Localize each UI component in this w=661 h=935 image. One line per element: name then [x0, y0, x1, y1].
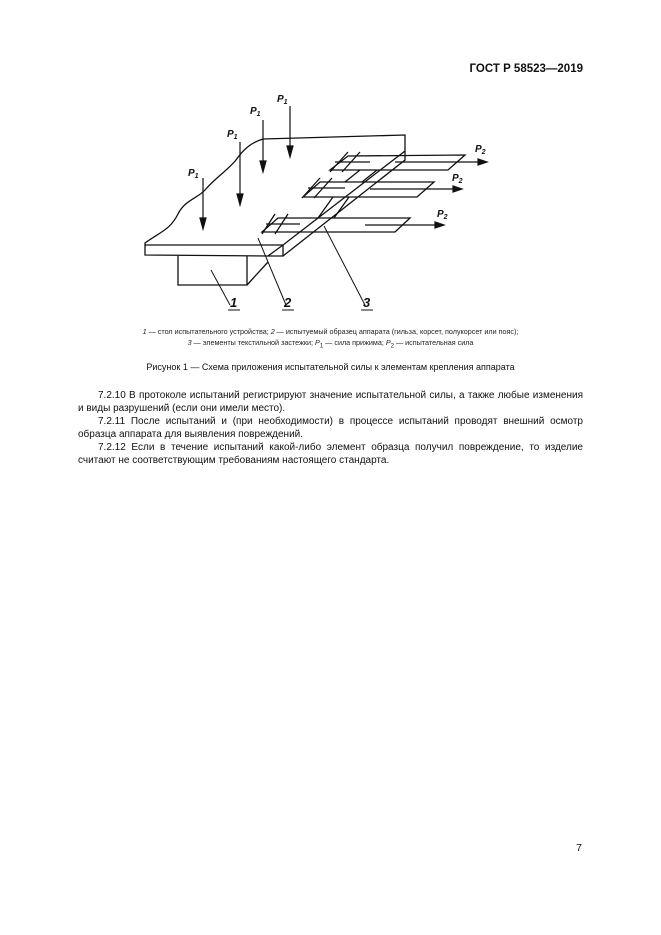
fastener-top [330, 152, 370, 172]
table-support [178, 256, 247, 285]
table-support-side [247, 262, 268, 285]
figure-title: Рисунок 1 — Схема приложения испытательной силы к элементам крепления аппарата [146, 362, 515, 372]
page-number: 7 [576, 842, 582, 854]
force-application-diagram [0, 0, 661, 330]
paragraph-7-2-11: 7.2.11 После испытаний и (при необходимости) в процессе испытаний проводят внешний осмотр образца аппарата для выявления повреждений. [78, 416, 583, 440]
p1-label-a: $P_1$ [277, 94, 288, 106]
callout-3: 3 [363, 295, 371, 310]
table-front-face [145, 245, 283, 256]
paragraph-7-2-10: 7.2.10 В протоколе испытаний регистрируют значение испытательной силы, а также любые изменения и виды разрушений (если они имели место). [78, 390, 583, 414]
p1-label-b: $P_1$ [250, 106, 261, 118]
p2-label-a: $P_2$ [475, 144, 486, 156]
figure-legend-line-2: 3 — элементы текстильной застежки; $P_1$ — сила прижима; $P_2$ — испытательная сила [187, 338, 474, 350]
figure-legend-line-1: 1 — стол испытательного устройства; 2 — испытуемый образец аппарата (гильза, корсет, полукорсет или пояс); [142, 327, 519, 336]
fastener-middle [302, 178, 345, 198]
callout-1: 1 [230, 295, 238, 310]
callout-2: 2 [284, 295, 292, 310]
p2-label-b: $P_2$ [452, 173, 463, 185]
p1-label-d: $P_1$ [188, 168, 199, 180]
document-header: ГОСТ Р 58523—2019 [469, 63, 583, 75]
paragraph-7-2-12: 7.2.12 Если в течение испытаний какой-либо элемент образца получил повреждение, то изделие считают не соответствующим требованиям настоящего стандарта. [78, 442, 583, 466]
p1-label-c: $P_1$ [227, 129, 238, 141]
fastener-bottom [262, 214, 300, 234]
p2-label-c: $P_2$ [437, 209, 448, 221]
